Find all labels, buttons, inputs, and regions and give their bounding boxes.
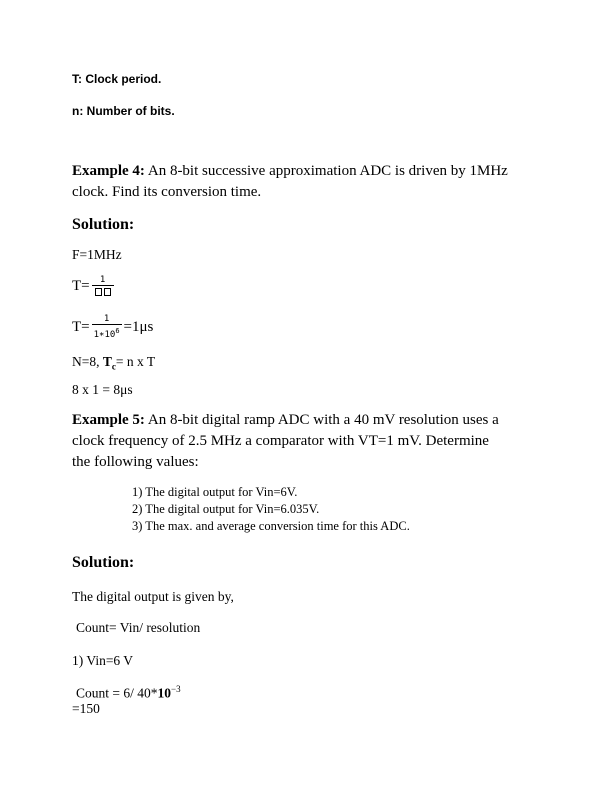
count-formula: Count= Vin/ resolution (76, 620, 201, 635)
example-4-text-1: An 8-bit successive approximation ADC is driven by 1MHz (147, 163, 508, 179)
conversion-time-result: 8 x 1 = 8μs (72, 382, 133, 397)
period-calculation-prefix: T= (72, 318, 90, 335)
period-calc-denominator (92, 324, 122, 341)
conversion-time-formula (72, 354, 155, 372)
conversion-time-subscript: c (111, 361, 116, 372)
period-calculation (72, 314, 153, 341)
definition-clock-period: T: Clock period. (72, 72, 162, 86)
list-item: 2) The digital output for Vin=6.035V. (132, 502, 320, 516)
period-formula (72, 275, 116, 298)
example-4-text-2: clock. Find its conversion time. (72, 184, 262, 200)
example-5-label: Example 5: (72, 412, 145, 428)
list-item: 1) The digital output for Vin=6V. (132, 485, 298, 499)
definition-number-of-bits: n: Number of bits. (72, 104, 175, 118)
count-calculation-text: Count = 6/ 40* (76, 685, 158, 701)
example-5-text-3: the following values: (72, 454, 199, 470)
example-5-text-2: clock frequency of 2.5 MHz a comparator with VT=1 mV. Determine (72, 433, 489, 449)
example-5-line-1 (72, 412, 499, 429)
count-calculation-base: 10 (157, 685, 171, 701)
placeholder-box-icon (95, 288, 102, 296)
bits-value: N=8, (72, 354, 100, 369)
period-calc-denominator-exponent: 6 (115, 327, 120, 335)
example-4-label: Example 4: (72, 163, 145, 179)
count-result: =150 (72, 701, 100, 716)
conversion-time-expression: = n x T (115, 354, 156, 369)
period-calc-fraction (92, 314, 122, 341)
digital-output-intro: The digital output is given by, (72, 589, 234, 604)
example-5-text-1: An 8-bit digital ramp ADC with a 40 mV resolution uses a (147, 412, 499, 428)
period-formula-prefix: T= (72, 277, 90, 294)
period-fraction (92, 275, 114, 298)
placeholder-box-icon (104, 288, 111, 296)
period-fraction-numerator: 1 (99, 275, 106, 285)
period-calculation-result: =1μs (123, 318, 154, 335)
count-calculation (76, 684, 181, 702)
period-calc-numerator: 1 (103, 314, 110, 324)
solution-4-heading: Solution: (72, 216, 135, 233)
case-1-label: 1) Vin=6 V (72, 653, 134, 668)
period-calc-denominator-base: 1∗10 (93, 330, 116, 340)
solution-5-heading: Solution: (72, 554, 135, 571)
frequency-line: F=1MHz (72, 247, 122, 262)
example-4-line-1 (72, 163, 508, 180)
conversion-time-symbol: T (102, 354, 112, 369)
count-calculation-exponent: −3 (171, 684, 181, 694)
list-item: 3) The max. and average conversion time for this ADC. (132, 519, 410, 533)
example-5-question-list (132, 484, 410, 535)
period-fraction-denominator (92, 285, 114, 298)
